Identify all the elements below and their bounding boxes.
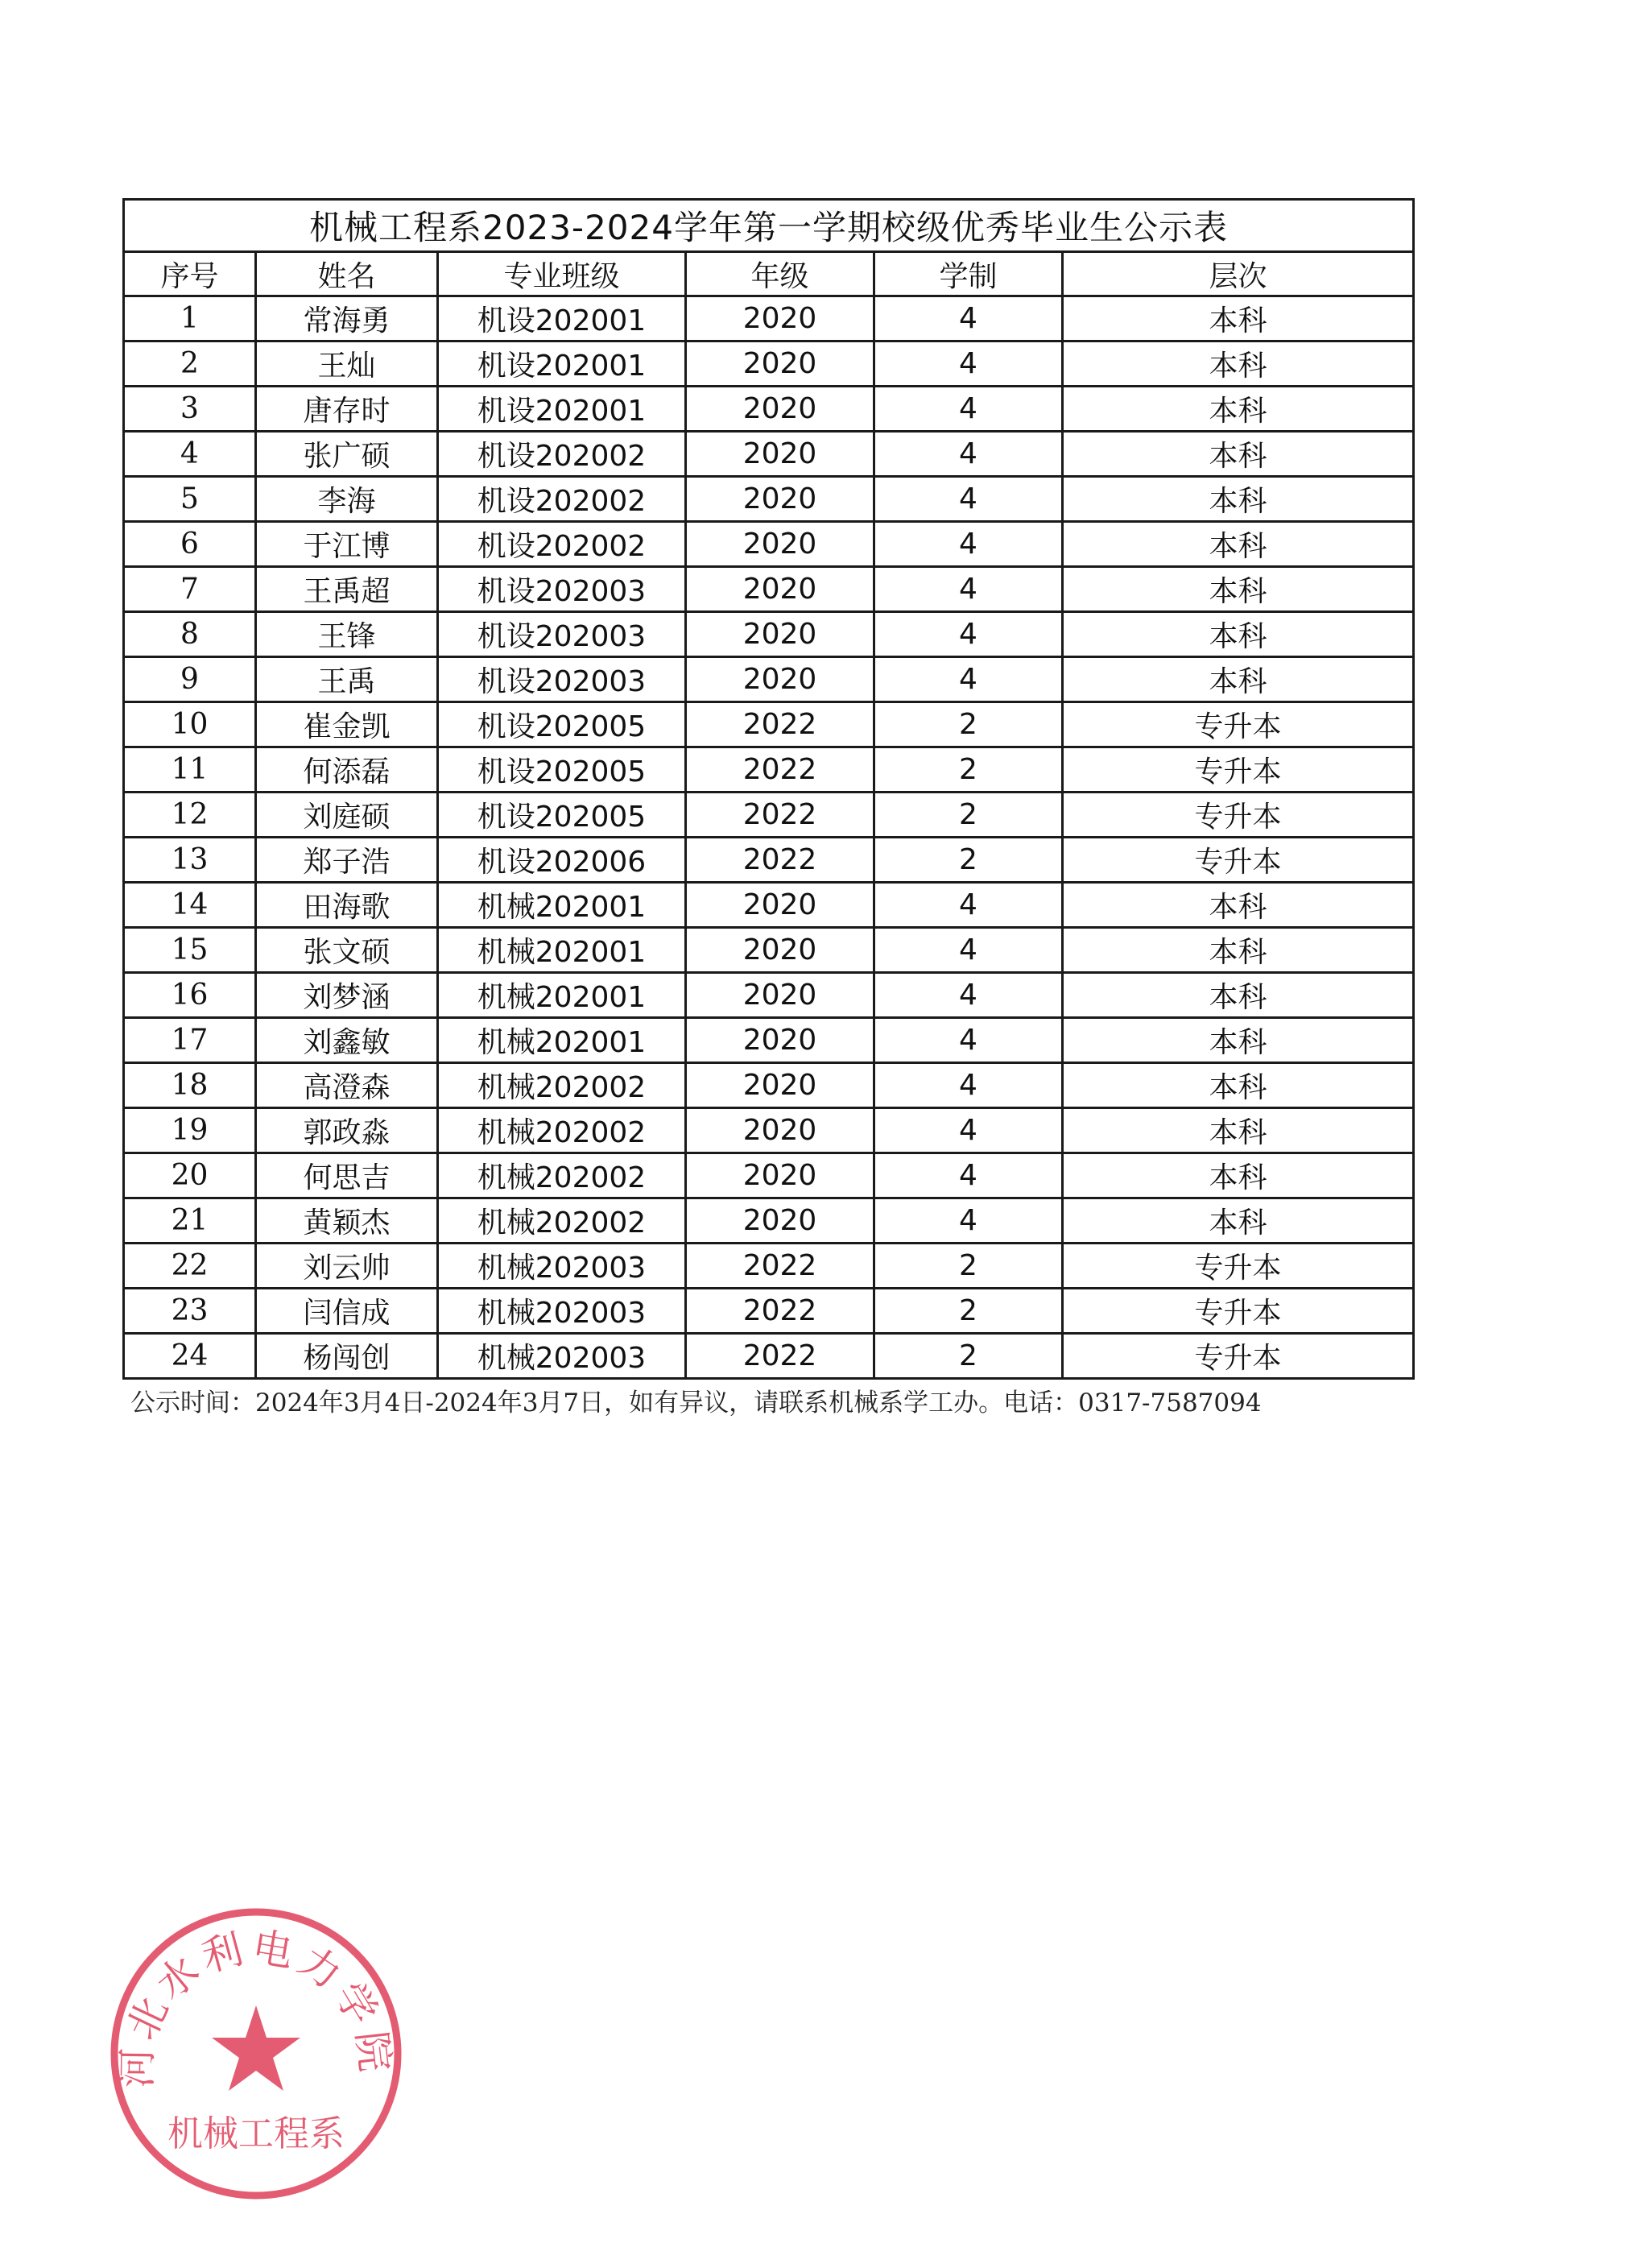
table-row [124,883,1414,928]
notice-text: 公示时间：2024年3月4日-2024年3月7日，如有异议，请联系机械系学工办。电话：0317-7587094 [130,1389,1262,1418]
cell-name: 杨闯创 [256,1334,438,1379]
cell-class: 机械202003 [438,1244,686,1289]
cell-class: 机设202002 [438,477,686,522]
cell-duration: 2 [874,702,1063,747]
cell-class: 机械202001 [438,973,686,1018]
cell-seq: 13 [124,838,256,883]
cell-grade: 2022 [686,747,874,793]
cell-level: 本科 [1063,612,1414,657]
cell-level: 本科 [1063,432,1414,477]
cell-grade: 2020 [686,928,874,973]
cell-duration: 2 [874,1334,1063,1379]
table-row [124,612,1414,657]
cell-duration: 4 [874,612,1063,657]
cell-level: 专升本 [1063,1334,1414,1379]
table-row [124,567,1414,612]
cell-seq: 23 [124,1289,256,1334]
cell-duration: 2 [874,747,1063,793]
cell-duration: 4 [874,973,1063,1018]
cell-duration: 4 [874,477,1063,522]
cell-name: 李海 [256,477,438,522]
seal-outer-text: 河北水利电力学院 [114,1923,399,2088]
header-row [124,252,1414,296]
cell-grade: 2020 [686,1153,874,1198]
table-row [124,387,1414,432]
table-row [124,341,1414,387]
cell-seq: 8 [124,612,256,657]
table-row [124,747,1414,793]
cell-seq: 18 [124,1063,256,1108]
table-row [124,793,1414,838]
cell-grade: 2022 [686,793,874,838]
cell-class: 机设202005 [438,747,686,793]
cell-class: 机械202003 [438,1334,686,1379]
cell-seq: 5 [124,477,256,522]
cell-grade: 2020 [686,1108,874,1153]
table-row [124,838,1414,883]
cell-duration: 4 [874,1108,1063,1153]
cell-level: 本科 [1063,1198,1414,1244]
cell-duration: 4 [874,432,1063,477]
cell-class: 机设202005 [438,702,686,747]
cell-name: 崔金凯 [256,702,438,747]
cell-duration: 4 [874,567,1063,612]
table-row [124,1108,1414,1153]
cell-level: 专升本 [1063,747,1414,793]
cell-duration: 4 [874,657,1063,702]
cell-duration: 4 [874,522,1063,567]
cell-class: 机械202001 [438,928,686,973]
cell-class: 机设202001 [438,341,686,387]
cell-seq: 24 [124,1334,256,1379]
table-row [124,477,1414,522]
cell-name: 唐存时 [256,387,438,432]
cell-level: 本科 [1063,1018,1414,1063]
cell-level: 本科 [1063,1063,1414,1108]
cell-class: 机械202001 [438,1018,686,1063]
cell-name: 张文硕 [256,928,438,973]
cell-name: 高澄森 [256,1063,438,1108]
cell-grade: 2022 [686,1334,874,1379]
cell-grade: 2020 [686,432,874,477]
cell-grade: 2020 [686,567,874,612]
cell-grade: 2020 [686,657,874,702]
cell-name: 常海勇 [256,296,438,341]
cell-level: 本科 [1063,477,1414,522]
table-row [124,973,1414,1018]
cell-grade: 2020 [686,522,874,567]
cell-class: 机械202002 [438,1153,686,1198]
col-header-level: 层次 [1063,252,1414,296]
cell-class: 机设202005 [438,793,686,838]
table-row [124,296,1414,341]
cell-level: 专升本 [1063,1244,1414,1289]
cell-duration: 4 [874,1063,1063,1108]
cell-name: 黄颖杰 [256,1198,438,1244]
cell-name: 王锋 [256,612,438,657]
cell-seq: 12 [124,793,256,838]
cell-duration: 2 [874,1244,1063,1289]
cell-grade: 2022 [686,1244,874,1289]
cell-name: 王禹超 [256,567,438,612]
cell-seq: 10 [124,702,256,747]
cell-seq: 17 [124,1018,256,1063]
cell-name: 于江博 [256,522,438,567]
table-row [124,702,1414,747]
cell-level: 本科 [1063,567,1414,612]
cell-grade: 2020 [686,973,874,1018]
cell-duration: 2 [874,1289,1063,1334]
col-header-duration: 学制 [874,252,1063,296]
cell-duration: 4 [874,296,1063,341]
cell-level: 本科 [1063,928,1414,973]
cell-name: 郭政淼 [256,1108,438,1153]
cell-name: 王灿 [256,341,438,387]
cell-class: 机设202001 [438,296,686,341]
cell-grade: 2022 [686,838,874,883]
cell-level: 本科 [1063,387,1414,432]
cell-name: 何添磊 [256,747,438,793]
cell-level: 本科 [1063,1153,1414,1198]
cell-seq: 15 [124,928,256,973]
cell-name: 刘鑫敏 [256,1018,438,1063]
table-row [124,1018,1414,1063]
official-seal [103,1901,409,2207]
cell-duration: 4 [874,883,1063,928]
col-header-name: 姓名 [256,252,438,296]
cell-level: 专升本 [1063,702,1414,747]
cell-name: 刘庭硕 [256,793,438,838]
cell-seq: 21 [124,1198,256,1244]
cell-level: 本科 [1063,296,1414,341]
publicity-table [122,198,1415,1380]
col-header-seq: 序号 [124,252,256,296]
table-row [124,1063,1414,1108]
cell-seq: 7 [124,567,256,612]
seal-star-icon [212,2005,300,2091]
cell-seq: 4 [124,432,256,477]
cell-class: 机械202002 [438,1108,686,1153]
cell-grade: 2020 [686,883,874,928]
cell-name: 王禹 [256,657,438,702]
table-row [124,432,1414,477]
cell-grade: 2020 [686,1198,874,1244]
cell-level: 专升本 [1063,1289,1414,1334]
cell-grade: 2022 [686,702,874,747]
cell-seq: 3 [124,387,256,432]
table-row [124,657,1414,702]
cell-level: 专升本 [1063,838,1414,883]
cell-name: 郑子浩 [256,838,438,883]
table-row [124,928,1414,973]
cell-level: 本科 [1063,1108,1414,1153]
cell-duration: 2 [874,838,1063,883]
cell-class: 机设202003 [438,567,686,612]
cell-seq: 6 [124,522,256,567]
cell-grade: 2020 [686,296,874,341]
cell-grade: 2022 [686,1289,874,1334]
table-title: 机械工程系2023-2024学年第一学期校级优秀毕业生公示表 [124,200,1414,252]
table-body [124,296,1414,1379]
cell-class: 机设202002 [438,522,686,567]
seal-inner-text: 机械工程系 [167,2113,345,2154]
cell-duration: 4 [874,1018,1063,1063]
cell-seq: 2 [124,341,256,387]
cell-grade: 2020 [686,1063,874,1108]
cell-class: 机械202003 [438,1289,686,1334]
cell-name: 张广硕 [256,432,438,477]
cell-class: 机设202001 [438,387,686,432]
cell-level: 专升本 [1063,793,1414,838]
cell-duration: 4 [874,1198,1063,1244]
cell-seq: 19 [124,1108,256,1153]
cell-seq: 11 [124,747,256,793]
cell-class: 机设202002 [438,432,686,477]
col-header-class: 专业班级 [438,252,686,296]
cell-class: 机设202003 [438,612,686,657]
cell-class: 机设202003 [438,657,686,702]
table-row [124,1153,1414,1198]
cell-name: 刘梦涵 [256,973,438,1018]
cell-grade: 2020 [686,387,874,432]
cell-seq: 16 [124,973,256,1018]
cell-level: 本科 [1063,341,1414,387]
cell-seq: 1 [124,296,256,341]
cell-duration: 4 [874,1153,1063,1198]
cell-duration: 4 [874,928,1063,973]
table-row [124,1198,1414,1244]
cell-grade: 2020 [686,1018,874,1063]
cell-name: 刘云帅 [256,1244,438,1289]
cell-duration: 4 [874,341,1063,387]
cell-name: 田海歌 [256,883,438,928]
cell-duration: 2 [874,793,1063,838]
cell-level: 本科 [1063,973,1414,1018]
cell-grade: 2020 [686,477,874,522]
col-header-grade: 年级 [686,252,874,296]
cell-level: 本科 [1063,522,1414,567]
cell-seq: 20 [124,1153,256,1198]
cell-class: 机设202006 [438,838,686,883]
table-row [124,1289,1414,1334]
cell-class: 机械202002 [438,1063,686,1108]
cell-duration: 4 [874,387,1063,432]
cell-grade: 2020 [686,341,874,387]
cell-grade: 2020 [686,612,874,657]
cell-class: 机械202002 [438,1198,686,1244]
cell-level: 本科 [1063,883,1414,928]
cell-seq: 9 [124,657,256,702]
cell-name: 何思吉 [256,1153,438,1198]
table-row [124,1334,1414,1379]
cell-seq: 14 [124,883,256,928]
cell-name: 闫信成 [256,1289,438,1334]
cell-class: 机械202001 [438,883,686,928]
cell-seq: 22 [124,1244,256,1289]
table-row [124,1244,1414,1289]
table-row [124,522,1414,567]
cell-level: 本科 [1063,657,1414,702]
